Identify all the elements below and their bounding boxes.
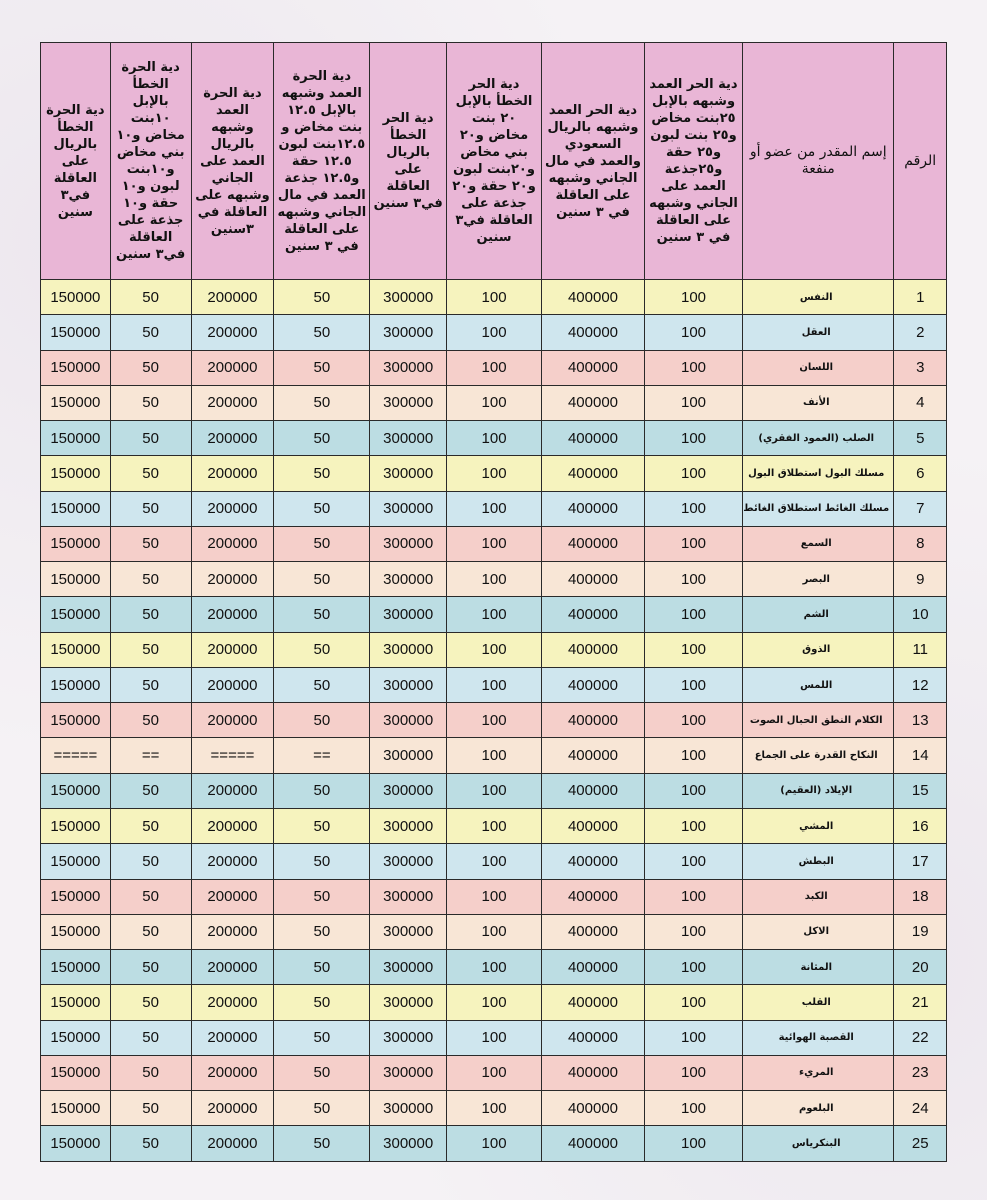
cell-female-intentional-camels: 50 — [274, 491, 370, 526]
cell-female-intentional-riyal: 200000 — [191, 597, 274, 632]
cell-male-error-riyal: 300000 — [370, 456, 447, 491]
cell-female-intentional-camels: 50 — [274, 597, 370, 632]
cell-male-error-camels: 100 — [447, 526, 542, 561]
table-row — [41, 914, 947, 949]
cell-female-intentional-camels: 50 — [274, 1020, 370, 1055]
row-number: 25 — [894, 1126, 947, 1162]
table-row — [41, 315, 947, 350]
cell-female-error-riyal: 150000 — [41, 950, 111, 985]
cell-female-error-camels: 50 — [110, 385, 191, 420]
cell-male-intentional-camels: 100 — [645, 703, 743, 738]
cell-female-intentional-camels: 50 — [274, 1091, 370, 1126]
cell-male-intentional-camels: 100 — [645, 632, 743, 667]
cell-female-intentional-riyal: 200000 — [191, 703, 274, 738]
cell-female-error-camels: 50 — [110, 315, 191, 350]
cell-male-error-camels: 100 — [447, 632, 542, 667]
cell-male-error-camels: 100 — [447, 597, 542, 632]
row-number: 14 — [894, 738, 947, 773]
cell-male-intentional-camels: 100 — [645, 456, 743, 491]
cell-male-error-camels: 100 — [447, 914, 542, 949]
header-row — [41, 43, 947, 280]
cell-female-error-riyal: 150000 — [41, 773, 111, 808]
cell-female-intentional-riyal: 200000 — [191, 914, 274, 949]
table-body — [41, 280, 947, 1162]
cell-male-intentional-camels: 100 — [645, 491, 743, 526]
cell-female-intentional-riyal: 200000 — [191, 421, 274, 456]
row-number: 5 — [894, 421, 947, 456]
cell-female-error-camels: 50 — [110, 808, 191, 843]
cell-female-intentional-riyal: 200000 — [191, 985, 274, 1020]
cell-male-intentional-riyal: 400000 — [542, 703, 645, 738]
cell-male-intentional-riyal: 400000 — [542, 950, 645, 985]
table-row — [41, 1055, 947, 1090]
cell-male-error-camels: 100 — [447, 1055, 542, 1090]
cell-female-error-camels: 50 — [110, 914, 191, 949]
cell-female-intentional-riyal: 200000 — [191, 879, 274, 914]
cell-male-intentional-riyal: 400000 — [542, 914, 645, 949]
cell-male-error-riyal: 300000 — [370, 879, 447, 914]
cell-male-intentional-camels: 100 — [645, 526, 743, 561]
cell-female-error-camels: 50 — [110, 985, 191, 1020]
organ-name: الإيلاد (العقيم) — [742, 773, 894, 808]
cell-male-error-camels: 100 — [447, 456, 542, 491]
cell-male-intentional-riyal: 400000 — [542, 667, 645, 702]
cell-male-error-camels: 100 — [447, 738, 542, 773]
cell-female-error-camels: 50 — [110, 773, 191, 808]
cell-male-error-riyal: 300000 — [370, 280, 447, 315]
cell-male-intentional-camels: 100 — [645, 985, 743, 1020]
cell-male-intentional-riyal: 400000 — [542, 1020, 645, 1055]
cell-female-error-camels: 50 — [110, 562, 191, 597]
cell-female-intentional-riyal: 200000 — [191, 385, 274, 420]
cell-female-error-riyal: 150000 — [41, 1091, 111, 1126]
organ-name: الأنف — [742, 385, 894, 420]
header-male-intentional-riyal: دية الحر العمد وشبهه بالريال السعودي والعمد في مال الجاني وشبهه على العاقلة في ٣ سنين — [542, 43, 645, 280]
cell-female-intentional-camels: 50 — [274, 985, 370, 1020]
organ-name: البلعوم — [742, 1091, 894, 1126]
organ-name: الشم — [742, 597, 894, 632]
header-female-intentional-riyal: دية الحرة العمد وشبهه بالريال العمد على الجاني وشبهه على العاقلة في ٣سنين — [191, 43, 274, 280]
organ-name: النفس — [742, 280, 894, 315]
cell-male-error-camels: 100 — [447, 280, 542, 315]
organ-name: المريء — [742, 1055, 894, 1090]
cell-female-error-riyal: ===== — [41, 738, 111, 773]
cell-female-intentional-riyal: 200000 — [191, 1126, 274, 1162]
cell-male-error-riyal: 300000 — [370, 950, 447, 985]
cell-male-error-riyal: 300000 — [370, 773, 447, 808]
cell-female-error-riyal: 150000 — [41, 350, 111, 385]
organ-name: الكلام النطق الحبال الصوت — [742, 703, 894, 738]
cell-male-intentional-camels: 100 — [645, 1055, 743, 1090]
cell-male-error-riyal: 300000 — [370, 844, 447, 879]
cell-female-intentional-camels: 50 — [274, 632, 370, 667]
organ-name: الكبد — [742, 879, 894, 914]
table-row — [41, 950, 947, 985]
cell-female-error-riyal: 150000 — [41, 667, 111, 702]
cell-male-intentional-camels: 100 — [645, 844, 743, 879]
organ-name: اللمس — [742, 667, 894, 702]
organ-name: مسلك البول استطلاق البول — [742, 456, 894, 491]
cell-male-error-camels: 100 — [447, 773, 542, 808]
cell-female-intentional-riyal: 200000 — [191, 632, 274, 667]
cell-male-error-camels: 100 — [447, 421, 542, 456]
organ-name: القصبة الهوائية — [742, 1020, 894, 1055]
table-row — [41, 491, 947, 526]
cell-female-error-camels: 50 — [110, 1126, 191, 1162]
table-row — [41, 632, 947, 667]
cell-female-error-riyal: 150000 — [41, 808, 111, 843]
cell-male-error-camels: 100 — [447, 491, 542, 526]
header-number: الرقم — [894, 43, 947, 280]
table-row — [41, 773, 947, 808]
header-organ-name: إسم المقدر من عضو أو منفعة — [742, 43, 894, 280]
header-female-intentional-camels: دية الحرة العمد وشبهه بالإبل ١٢.٥ بنت مخاض و ١٢.٥بنت لبون ١٢.٥ حقة و١٢.٥ جذعة العمد في مال الجاني وشبهه على العاقلة في ٣ سنين — [274, 43, 370, 280]
cell-male-intentional-riyal: 400000 — [542, 1126, 645, 1162]
table-row — [41, 808, 947, 843]
cell-female-intentional-camels: 50 — [274, 315, 370, 350]
cell-female-intentional-riyal: 200000 — [191, 350, 274, 385]
cell-female-error-riyal: 150000 — [41, 844, 111, 879]
cell-male-error-camels: 100 — [447, 844, 542, 879]
cell-female-intentional-camels: 50 — [274, 350, 370, 385]
cell-male-error-camels: 100 — [447, 562, 542, 597]
cell-female-intentional-camels: 50 — [274, 562, 370, 597]
cell-female-intentional-riyal: 200000 — [191, 1020, 274, 1055]
cell-male-error-riyal: 300000 — [370, 597, 447, 632]
cell-male-intentional-camels: 100 — [645, 808, 743, 843]
cell-male-error-riyal: 300000 — [370, 526, 447, 561]
header-male-error-riyal: دية الحر الخطأ بالريال على العاقلة في٣ سنين — [370, 43, 447, 280]
cell-male-error-camels: 100 — [447, 985, 542, 1020]
cell-female-error-riyal: 150000 — [41, 385, 111, 420]
cell-female-error-riyal: 150000 — [41, 562, 111, 597]
row-number: 10 — [894, 597, 947, 632]
row-number: 11 — [894, 632, 947, 667]
table-row — [41, 421, 947, 456]
cell-male-error-camels: 100 — [447, 703, 542, 738]
header-female-error-riyal: دية الحرة الخطأ بالريال على العاقلة في٣ سنين — [41, 43, 111, 280]
organ-name: الاكل — [742, 914, 894, 949]
cell-female-intentional-riyal: 200000 — [191, 950, 274, 985]
cell-male-intentional-riyal: 400000 — [542, 773, 645, 808]
cell-male-error-riyal: 300000 — [370, 632, 447, 667]
cell-male-intentional-riyal: 400000 — [542, 385, 645, 420]
header-male-intentional-camels: دية الحر العمد وشبهه بالإبل ٢٥بنت مخاض و٢٥ بنت لبون و٢٥ حقة و٢٥جذعة العمد على الجاني وشبهه على العاقلة في ٣ سنين — [645, 43, 743, 280]
row-number: 6 — [894, 456, 947, 491]
row-number: 13 — [894, 703, 947, 738]
cell-male-error-riyal: 300000 — [370, 421, 447, 456]
cell-male-intentional-riyal: 400000 — [542, 597, 645, 632]
organ-name: المثانة — [742, 950, 894, 985]
cell-female-error-riyal: 150000 — [41, 315, 111, 350]
table-row — [41, 879, 947, 914]
cell-female-intentional-camels: == — [274, 738, 370, 773]
cell-male-intentional-camels: 100 — [645, 562, 743, 597]
row-number: 9 — [894, 562, 947, 597]
cell-female-intentional-camels: 50 — [274, 1126, 370, 1162]
cell-female-intentional-riyal: 200000 — [191, 1091, 274, 1126]
cell-female-intentional-camels: 50 — [274, 526, 370, 561]
cell-female-error-camels: == — [110, 738, 191, 773]
cell-male-error-riyal: 300000 — [370, 315, 447, 350]
cell-female-error-riyal: 150000 — [41, 526, 111, 561]
row-number: 24 — [894, 1091, 947, 1126]
cell-female-intentional-camels: 50 — [274, 280, 370, 315]
table-row — [41, 562, 947, 597]
cell-female-intentional-riyal: 200000 — [191, 456, 274, 491]
cell-male-intentional-camels: 100 — [645, 667, 743, 702]
cell-female-error-camels: 50 — [110, 667, 191, 702]
cell-female-intentional-riyal: 200000 — [191, 1055, 274, 1090]
cell-male-error-camels: 100 — [447, 315, 542, 350]
cell-male-intentional-riyal: 400000 — [542, 738, 645, 773]
organ-name: البصر — [742, 562, 894, 597]
organ-name: اللسان — [742, 350, 894, 385]
cell-female-error-riyal: 150000 — [41, 597, 111, 632]
cell-male-intentional-riyal: 400000 — [542, 526, 645, 561]
table-row — [41, 350, 947, 385]
row-number: 17 — [894, 844, 947, 879]
cell-female-intentional-camels: 50 — [274, 914, 370, 949]
cell-female-error-camels: 50 — [110, 1055, 191, 1090]
cell-male-intentional-camels: 100 — [645, 421, 743, 456]
cell-female-intentional-camels: 50 — [274, 456, 370, 491]
table-row — [41, 385, 947, 420]
cell-female-intentional-camels: 50 — [274, 950, 370, 985]
cell-female-error-riyal: 150000 — [41, 914, 111, 949]
cell-male-intentional-camels: 100 — [645, 315, 743, 350]
table-row — [41, 738, 947, 773]
cell-male-error-riyal: 300000 — [370, 985, 447, 1020]
cell-male-error-riyal: 300000 — [370, 703, 447, 738]
cell-male-intentional-camels: 100 — [645, 1091, 743, 1126]
organ-name: مسلك الغائط استطلاق الغائط — [742, 491, 894, 526]
row-number: 1 — [894, 280, 947, 315]
diya-table — [40, 42, 947, 1162]
cell-female-error-camels: 50 — [110, 456, 191, 491]
cell-male-intentional-camels: 100 — [645, 1020, 743, 1055]
cell-female-intentional-camels: 50 — [274, 808, 370, 843]
cell-female-error-camels: 50 — [110, 526, 191, 561]
cell-female-intentional-camels: 50 — [274, 703, 370, 738]
row-number: 8 — [894, 526, 947, 561]
organ-name: السمع — [742, 526, 894, 561]
row-number: 20 — [894, 950, 947, 985]
cell-male-intentional-riyal: 400000 — [542, 879, 645, 914]
cell-female-error-camels: 50 — [110, 879, 191, 914]
cell-male-intentional-camels: 100 — [645, 1126, 743, 1162]
cell-female-error-riyal: 150000 — [41, 280, 111, 315]
cell-female-error-riyal: 150000 — [41, 703, 111, 738]
cell-male-intentional-camels: 100 — [645, 914, 743, 949]
cell-female-error-riyal: 150000 — [41, 421, 111, 456]
cell-female-error-riyal: 150000 — [41, 632, 111, 667]
cell-female-error-camels: 50 — [110, 597, 191, 632]
cell-female-error-riyal: 150000 — [41, 1126, 111, 1162]
cell-male-intentional-riyal: 400000 — [542, 421, 645, 456]
cell-female-intentional-riyal: 200000 — [191, 667, 274, 702]
cell-male-intentional-camels: 100 — [645, 773, 743, 808]
cell-female-error-riyal: 150000 — [41, 985, 111, 1020]
cell-male-error-riyal: 300000 — [370, 385, 447, 420]
header-female-error-camels: دية الحرة الخطأ بالإبل ١٠بنت مخاض و١٠ بني مخاض و١٠بنت لبون و١٠ حقة و١٠ جذعة على العاقلة في٣ سنين — [110, 43, 191, 280]
table-row — [41, 597, 947, 632]
cell-male-error-camels: 100 — [447, 1126, 542, 1162]
organ-name: العقل — [742, 315, 894, 350]
table-row — [41, 667, 947, 702]
row-number: 22 — [894, 1020, 947, 1055]
cell-female-intentional-riyal: 200000 — [191, 844, 274, 879]
cell-female-error-camels: 50 — [110, 632, 191, 667]
cell-male-intentional-camels: 100 — [645, 950, 743, 985]
cell-male-error-riyal: 300000 — [370, 491, 447, 526]
cell-male-intentional-camels: 100 — [645, 597, 743, 632]
table-row — [41, 280, 947, 315]
table-row — [41, 456, 947, 491]
table-row — [41, 985, 947, 1020]
cell-female-error-camels: 50 — [110, 1020, 191, 1055]
table-row — [41, 1091, 947, 1126]
cell-female-intentional-riyal: 200000 — [191, 526, 274, 561]
cell-male-error-camels: 100 — [447, 667, 542, 702]
cell-female-intentional-camels: 50 — [274, 421, 370, 456]
table-row — [41, 703, 947, 738]
cell-male-intentional-camels: 100 — [645, 879, 743, 914]
cell-male-error-riyal: 300000 — [370, 562, 447, 597]
organ-name: البطش — [742, 844, 894, 879]
cell-female-intentional-camels: 50 — [274, 773, 370, 808]
row-number: 19 — [894, 914, 947, 949]
cell-female-error-riyal: 150000 — [41, 879, 111, 914]
cell-male-intentional-camels: 100 — [645, 280, 743, 315]
organ-name: البنكرياس — [742, 1126, 894, 1162]
cell-female-error-camels: 50 — [110, 350, 191, 385]
table-row — [41, 844, 947, 879]
cell-female-error-riyal: 150000 — [41, 456, 111, 491]
cell-male-error-riyal: 300000 — [370, 1055, 447, 1090]
cell-male-error-camels: 100 — [447, 879, 542, 914]
cell-female-intentional-riyal: ===== — [191, 738, 274, 773]
row-number: 16 — [894, 808, 947, 843]
row-number: 23 — [894, 1055, 947, 1090]
cell-male-error-camels: 100 — [447, 1020, 542, 1055]
organ-name: الذوق — [742, 632, 894, 667]
cell-male-intentional-riyal: 400000 — [542, 315, 645, 350]
cell-female-error-camels: 50 — [110, 1091, 191, 1126]
cell-male-error-riyal: 300000 — [370, 738, 447, 773]
cell-female-intentional-camels: 50 — [274, 385, 370, 420]
row-number: 21 — [894, 985, 947, 1020]
cell-female-intentional-riyal: 200000 — [191, 773, 274, 808]
organ-name: القلب — [742, 985, 894, 1020]
cell-female-intentional-camels: 50 — [274, 844, 370, 879]
cell-male-intentional-riyal: 400000 — [542, 1091, 645, 1126]
cell-male-error-camels: 100 — [447, 808, 542, 843]
row-number: 7 — [894, 491, 947, 526]
cell-male-error-riyal: 300000 — [370, 1126, 447, 1162]
cell-female-intentional-riyal: 200000 — [191, 562, 274, 597]
organ-name: المشي — [742, 808, 894, 843]
row-number: 15 — [894, 773, 947, 808]
cell-female-intentional-camels: 50 — [274, 879, 370, 914]
row-number: 3 — [894, 350, 947, 385]
cell-female-error-camels: 50 — [110, 950, 191, 985]
cell-male-intentional-riyal: 400000 — [542, 1055, 645, 1090]
cell-female-error-riyal: 150000 — [41, 491, 111, 526]
cell-female-error-camels: 50 — [110, 844, 191, 879]
cell-female-error-camels: 50 — [110, 703, 191, 738]
organ-name: النكاح القدرة على الجماع — [742, 738, 894, 773]
row-number: 18 — [894, 879, 947, 914]
cell-female-intentional-riyal: 200000 — [191, 280, 274, 315]
cell-female-intentional-riyal: 200000 — [191, 315, 274, 350]
cell-male-error-riyal: 300000 — [370, 1020, 447, 1055]
table-row — [41, 1126, 947, 1162]
cell-female-intentional-camels: 50 — [274, 1055, 370, 1090]
cell-male-intentional-riyal: 400000 — [542, 350, 645, 385]
cell-female-intentional-riyal: 200000 — [191, 491, 274, 526]
cell-female-intentional-camels: 50 — [274, 667, 370, 702]
row-number: 12 — [894, 667, 947, 702]
cell-male-intentional-camels: 100 — [645, 350, 743, 385]
header-male-error-camels: دية الحر الخطأ بالإبل ٢٠ بنت مخاض و٢٠ بني مخاض و٢٠بنت لبون و٢٠ حقة و٢٠ جذعة على العاقلة في٣ سنين — [447, 43, 542, 280]
cell-female-error-camels: 50 — [110, 280, 191, 315]
cell-male-intentional-camels: 100 — [645, 738, 743, 773]
cell-male-error-camels: 100 — [447, 1091, 542, 1126]
organ-name: الصلب (العمود الفقري) — [742, 421, 894, 456]
cell-male-intentional-riyal: 400000 — [542, 844, 645, 879]
cell-male-intentional-riyal: 400000 — [542, 808, 645, 843]
cell-male-intentional-riyal: 400000 — [542, 280, 645, 315]
cell-male-error-camels: 100 — [447, 385, 542, 420]
cell-female-error-riyal: 150000 — [41, 1020, 111, 1055]
cell-female-error-camels: 50 — [110, 491, 191, 526]
row-number: 2 — [894, 315, 947, 350]
cell-male-error-camels: 100 — [447, 950, 542, 985]
table-row — [41, 526, 947, 561]
cell-male-error-riyal: 300000 — [370, 667, 447, 702]
cell-male-error-riyal: 300000 — [370, 914, 447, 949]
cell-male-error-riyal: 300000 — [370, 808, 447, 843]
cell-male-intentional-camels: 100 — [645, 385, 743, 420]
cell-female-intentional-riyal: 200000 — [191, 808, 274, 843]
cell-male-error-camels: 100 — [447, 350, 542, 385]
cell-male-error-riyal: 300000 — [370, 350, 447, 385]
cell-male-intentional-riyal: 400000 — [542, 632, 645, 667]
row-number: 4 — [894, 385, 947, 420]
cell-male-intentional-riyal: 400000 — [542, 491, 645, 526]
cell-male-intentional-riyal: 400000 — [542, 985, 645, 1020]
cell-female-error-camels: 50 — [110, 421, 191, 456]
cell-female-error-riyal: 150000 — [41, 1055, 111, 1090]
cell-male-intentional-riyal: 400000 — [542, 562, 645, 597]
cell-male-intentional-riyal: 400000 — [542, 456, 645, 491]
cell-male-error-riyal: 300000 — [370, 1091, 447, 1126]
table-row — [41, 1020, 947, 1055]
